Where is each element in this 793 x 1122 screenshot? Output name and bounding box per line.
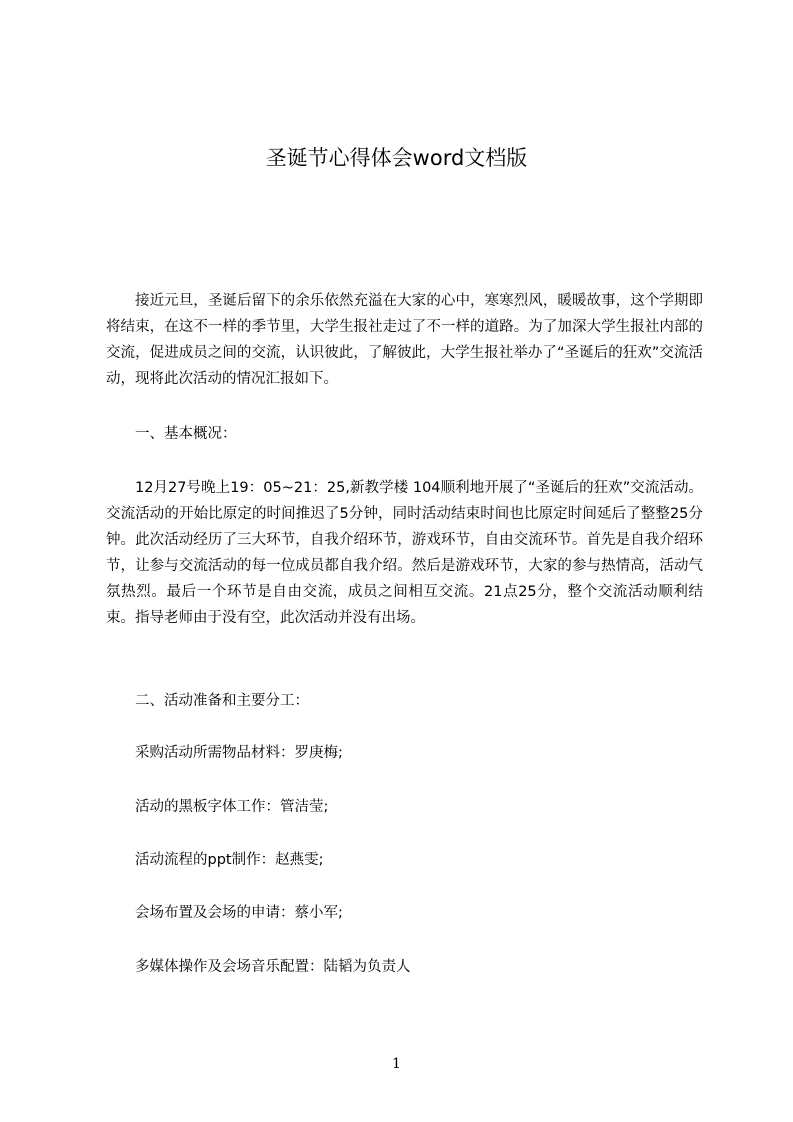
task-item: 活动流程的ppt制作：赵燕雯; xyxy=(135,852,324,868)
document-title: 圣诞节心得体会word文档版 xyxy=(265,146,528,170)
intro-paragraph: 接近元旦，圣诞后留下的余乐依然充溢在大家的心中，寒寒烈风，暖暖故事，这个学期即将结束，在这不一样的季节里，大学生报社走过了不一样的道路。为了加深大学生报社内部的交流，促进成员之间的交流，认识彼此，了解彼此，大学生报社举办了“圣诞后的狂欢”交流活动，现将此次活动的情况汇报如下。 xyxy=(106,293,703,387)
task-item: 多媒体操作及会场音乐配置：陆韬为负责人 xyxy=(135,959,411,975)
section-1-body: 12月27号晚上19：05~21：25,新教学楼 104顺利地开展了“圣诞后的狂欢”交流活动。交流活动的开始比原定的时间推迟了5分钟，同时活动结束时间也比原定时间延后了整整25分钟。此次活动经历了三大环节，自我介绍环节，游戏环节，自由交流环节。首先是自我介绍环节，让参与交流活动的每一位成员都自我介绍。然后是游戏环节，大家的参与热情高，活动气氛热烈。最后一个环节是自由交流，成员之间相互交流。21点25分，整个交流活动顺利结束。指导老师由于没有空，此次活动并没有出场。 xyxy=(106,480,703,626)
page-number: 1 xyxy=(392,1056,401,1072)
task-item: 会场布置及会场的申请：蔡小军; xyxy=(135,905,343,921)
section-1-heading: 一、基本概况： xyxy=(135,426,237,442)
task-item: 采购活动所需物品材料：罗庚梅; xyxy=(135,745,343,761)
task-item: 活动的黑板字体工作：管洁莹; xyxy=(135,799,329,815)
section-2-heading: 二、活动准备和主要分工： xyxy=(135,693,309,709)
